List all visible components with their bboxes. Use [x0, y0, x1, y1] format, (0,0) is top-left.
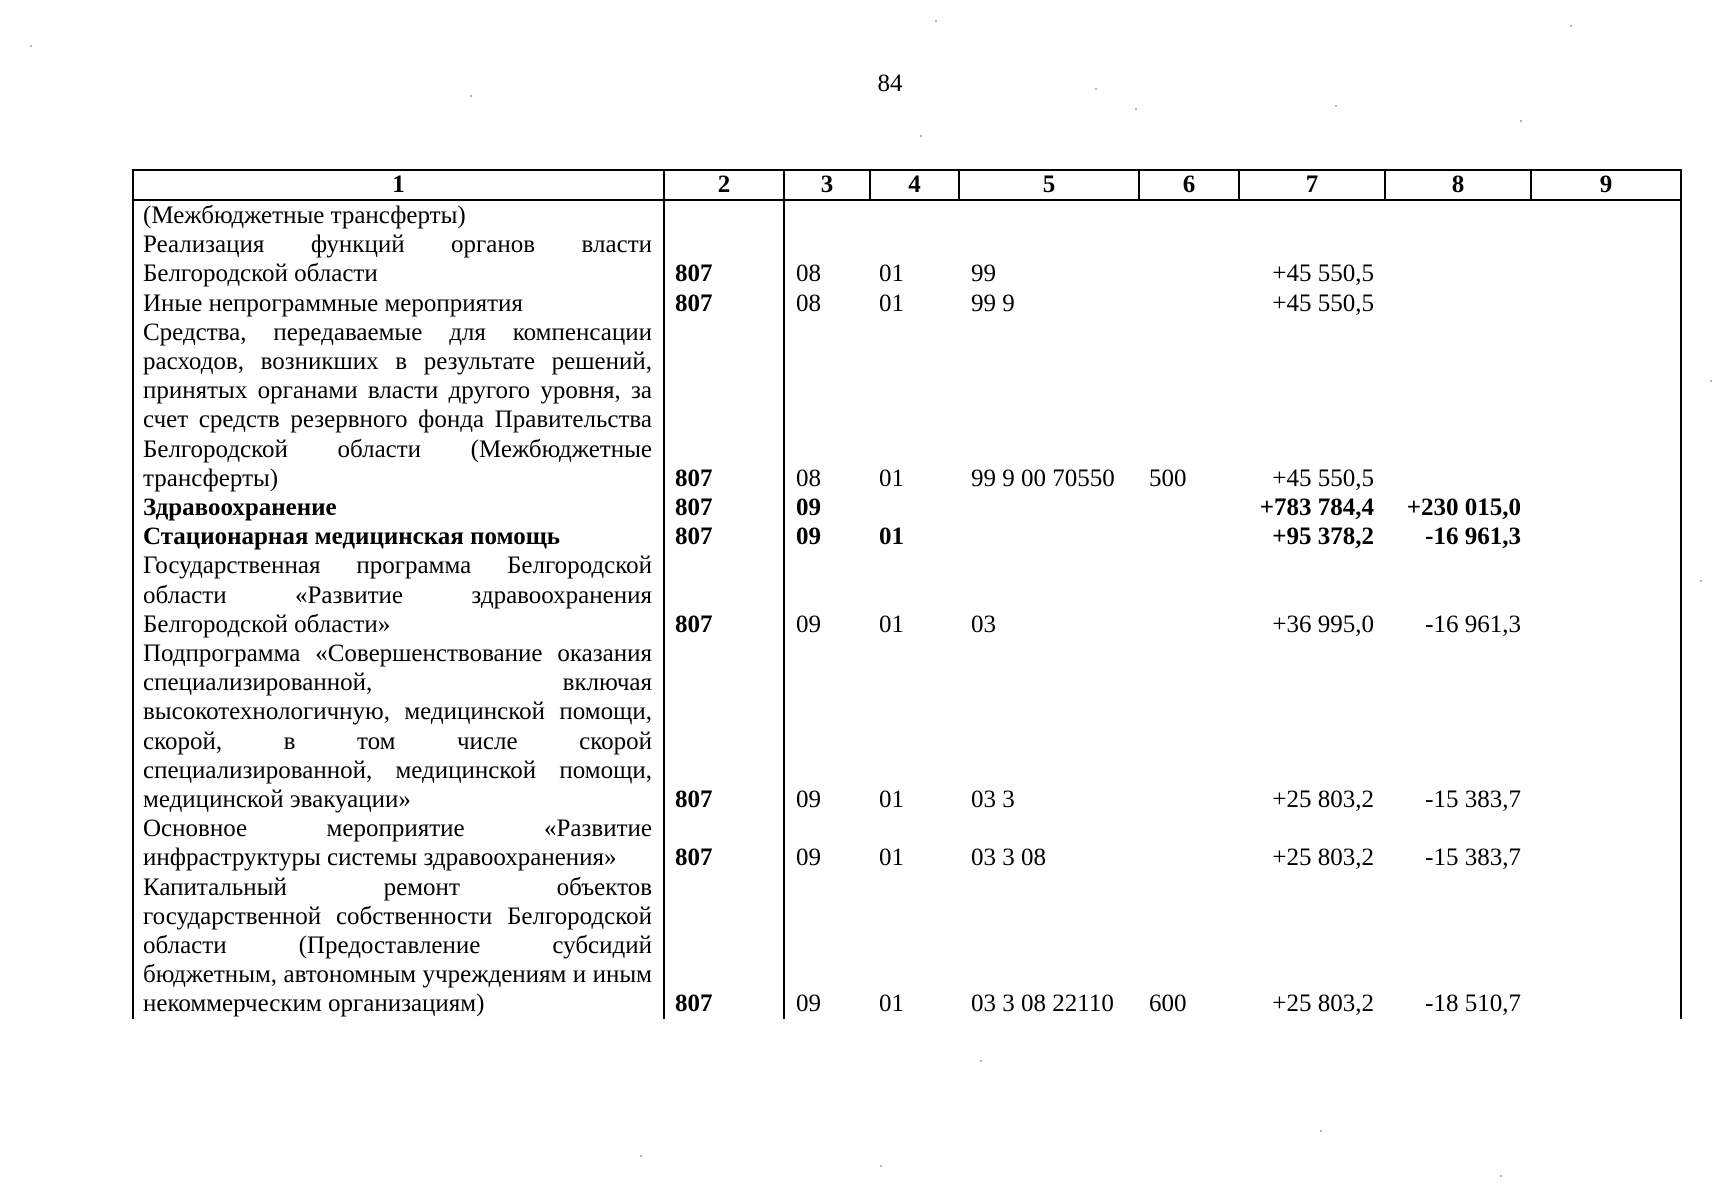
row-col-4: 01: [879, 610, 904, 638]
row-col-7: +95 378,2: [1272, 523, 1374, 551]
table-row: [133, 873, 1681, 1019]
row-name: Подпрограмма «Совершенствование оказания специализированной, включая высокотехнологичную, медицинской помощи, скорой, в том числе скорой специализированной, медицинской помощи, медицинской эвакуации»: [133, 639, 664, 814]
row-col-4: 01: [879, 844, 904, 872]
row-col-7: +783 784,4: [1259, 494, 1374, 522]
row-col-2: 807: [664, 873, 784, 1019]
row-name: Средства, передаваемые для компенсации расходов, возникших в результате решений, принятых органами власти другого уровня, за счет средств резервного фонда Правительства Белгородской области (Межбюджетные трансферты): [133, 318, 664, 493]
row-col-2: 807: [664, 230, 784, 288]
row-col-4: 01: [879, 523, 904, 551]
row-col-5: 99 9 00 70550: [971, 464, 1115, 492]
row-col-6: 600: [1149, 990, 1187, 1018]
table-row: [133, 493, 1681, 522]
row-col-8: -15 383,7: [1425, 844, 1521, 872]
column-header-1: 1: [133, 170, 664, 200]
row-col-4: 01: [879, 260, 904, 288]
row-col-9: [1531, 551, 1681, 639]
row-col-2: 807: [664, 639, 784, 814]
row-col-7: +25 803,2: [1272, 990, 1374, 1018]
row-col-3: 08: [796, 260, 821, 288]
table-header: [133, 170, 1681, 200]
table-row: [133, 551, 1681, 639]
row-col-9: [1531, 289, 1681, 318]
row-col-4: [870, 200, 959, 230]
row-col-7: +45 550,5: [1272, 289, 1374, 317]
row-col-9: [1531, 873, 1681, 1019]
row-col-6: [1139, 639, 1239, 814]
row-col-2: 807: [664, 493, 784, 522]
table-row: [133, 522, 1681, 551]
row-col-3: [784, 200, 870, 230]
row-col-2: [664, 200, 784, 230]
row-name: Государственная программа Белгородской области «Развитие здравоохранения Белгородской области»: [133, 551, 664, 639]
column-header-9: 9: [1531, 170, 1681, 200]
table-body: [133, 200, 1681, 1019]
row-col-8: [1385, 318, 1531, 493]
row-col-9: [1531, 200, 1681, 230]
row-col-9: [1531, 814, 1681, 872]
row-name: Стационарная медицинская помощь: [133, 522, 664, 551]
row-col-6: [1139, 493, 1239, 522]
row-col-3: 09: [796, 844, 821, 872]
row-col-4: 01: [879, 990, 904, 1018]
row-col-4: 01: [879, 464, 904, 492]
row-col-9: [1531, 639, 1681, 814]
row-col-9: [1531, 493, 1681, 522]
table-row: [133, 200, 1681, 230]
column-header-8: 8: [1385, 170, 1531, 200]
budget-table: [132, 169, 1682, 1019]
row-col-3: 08: [796, 289, 821, 317]
row-col-5: [959, 493, 1139, 522]
row-col-5: 03 3: [971, 786, 1015, 814]
row-col-8: -18 510,7: [1425, 990, 1521, 1018]
row-col-5: 03 3 08 22110: [971, 990, 1114, 1018]
row-name: Здравоохранение: [133, 493, 664, 522]
row-col-6: [1139, 814, 1239, 872]
row-col-4: [870, 493, 959, 522]
table-row: [133, 639, 1681, 814]
row-col-5: [959, 522, 1139, 551]
row-col-4: 01: [879, 786, 904, 814]
table-row: [133, 230, 1681, 288]
column-header-5: 5: [959, 170, 1139, 200]
row-col-3: 09: [796, 610, 821, 638]
row-col-3: 09: [796, 786, 821, 814]
row-col-8: -16 961,3: [1425, 610, 1521, 638]
row-col-6: [1139, 522, 1239, 551]
row-col-5: 03 3 08: [971, 844, 1046, 872]
row-col-6: [1139, 200, 1239, 230]
row-col-3: 08: [796, 464, 821, 492]
column-header-4: 4: [870, 170, 959, 200]
row-col-9: [1531, 522, 1681, 551]
row-col-7: +45 550,5: [1272, 464, 1374, 492]
row-col-8: [1385, 200, 1531, 230]
row-name: Основное мероприятие «Развитие инфраструктуры системы здравоохранения»: [133, 814, 664, 872]
row-col-7: +25 803,2: [1272, 786, 1374, 814]
row-col-7: +25 803,2: [1272, 844, 1374, 872]
row-col-3: 09: [796, 990, 821, 1018]
table-row: [133, 814, 1681, 872]
row-col-6: [1139, 289, 1239, 318]
column-header-3: 3: [784, 170, 870, 200]
row-col-6: [1139, 551, 1239, 639]
row-col-3: 09: [796, 494, 821, 522]
row-name: (Межбюджетные трансферты): [133, 200, 664, 230]
row-name: Реализация функций органов власти Белгородской области: [133, 230, 664, 288]
column-header-6: 6: [1139, 170, 1239, 200]
row-col-9: [1531, 230, 1681, 288]
row-col-7: +36 995,0: [1272, 610, 1374, 638]
row-col-2: 807: [664, 551, 784, 639]
row-col-7: +45 550,5: [1272, 260, 1374, 288]
column-header-7: 7: [1239, 170, 1385, 200]
row-col-6: [1139, 230, 1239, 288]
row-col-4: 01: [879, 289, 904, 317]
row-col-8: -16 961,3: [1425, 523, 1521, 551]
row-col-2: 807: [664, 289, 784, 318]
row-col-6: 500: [1149, 464, 1187, 492]
table-row: [133, 289, 1681, 318]
page-number: 84: [877, 70, 903, 97]
column-header-2: 2: [664, 170, 784, 200]
row-col-5: [959, 200, 1139, 230]
row-col-8: +230 015,0: [1406, 494, 1521, 522]
row-col-5: 99 9: [971, 289, 1015, 317]
row-col-9: [1531, 318, 1681, 493]
row-col-3: 09: [796, 523, 821, 551]
row-name: Капитальный ремонт объектов государственной собственности Белгородской области (Предоставление субсидий бюджетным, автономным учреждениям и иным некоммерческим организациям): [133, 873, 664, 1019]
row-col-8: -15 383,7: [1425, 786, 1521, 814]
row-col-8: [1385, 289, 1531, 318]
table-row: [133, 318, 1681, 493]
row-col-2: 807: [664, 814, 784, 872]
row-col-2: 807: [664, 318, 784, 493]
row-col-8: [1385, 230, 1531, 288]
row-col-7: [1239, 200, 1385, 230]
row-name: Иные непрограммные мероприятия: [133, 289, 664, 318]
row-col-5: 03: [971, 610, 996, 638]
row-col-2: 807: [664, 522, 784, 551]
row-col-5: 99: [971, 260, 996, 288]
